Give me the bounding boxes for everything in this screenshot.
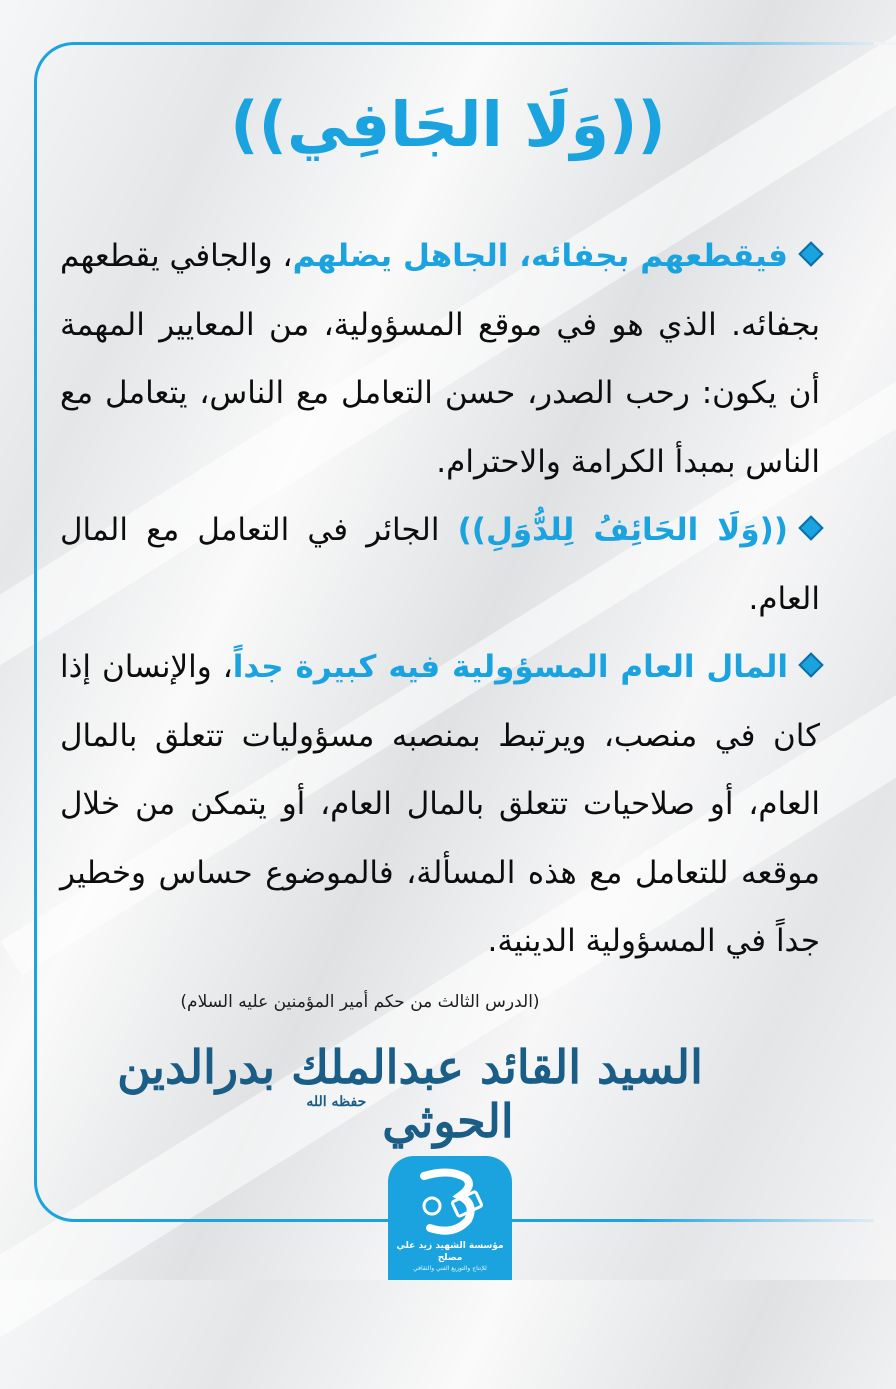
body-text (60, 222, 820, 976)
paragraph-2 (60, 496, 820, 633)
logo-text (388, 1240, 512, 1274)
logo-mark-icon (410, 1166, 490, 1238)
source-citation: (الدرس الثالث من حكم أمير المؤمنين عليه السلام) (180, 992, 540, 1012)
logo-subtitle: للإنتاج والتوزيع الفني والثقافي (413, 1265, 487, 1272)
frame-fade (637, 42, 896, 45)
logo-name: مؤسسة الشهيد زيد علي مصلح (396, 1241, 504, 1263)
diamond-bullet-icon (798, 241, 823, 266)
foundation-logo (388, 1156, 512, 1280)
paragraph-text: الجائر في التعامل مع المال العام. (60, 512, 820, 617)
highlight-text: ((وَلَا الحَائِفُ لِلدُّوَلِ)) (457, 512, 788, 548)
diamond-bullet-icon (798, 652, 823, 677)
frame-fade (637, 1219, 896, 1222)
highlight-text: فيقطعهم بجفائه، الجاهل يضلهم (292, 238, 788, 274)
signature-suffix: حفظه الله (306, 1094, 367, 1110)
highlight-text: المال العام المسؤولية فيه كبيرة جداً (232, 649, 788, 685)
signature-name: السيد القائد عبدالملك بدرالدين الحوثي (117, 1040, 703, 1148)
paragraph-text: ، والجافي يقطعهم بجفائه. الذي هو في موقع المسؤولية، من المعايير المهمة أن يكون: رحب الصدر، حسن التعامل مع الناس، يتعامل مع الناس بمبدأ الكرامة والاحترام. (60, 238, 820, 480)
signature-calligraphy (110, 1040, 710, 1148)
diamond-bullet-icon (798, 515, 823, 540)
paragraph-1 (60, 222, 820, 496)
page-title: ((وَلَا الجَافِي)) (230, 88, 666, 161)
paragraph-text: ، والإنسان إذا كان في منصب، ويرتبط بمنصبه مسؤوليات تتعلق بالمال العام، أو صلاحيات تتعلق بالمال العام، أو يتمكن من خلال موقعه للتعامل مع هذه المسألة، فالموضوع حساس وخطير جداً في المسؤولية الدينية. (60, 649, 820, 959)
paragraph-3 (60, 633, 820, 976)
